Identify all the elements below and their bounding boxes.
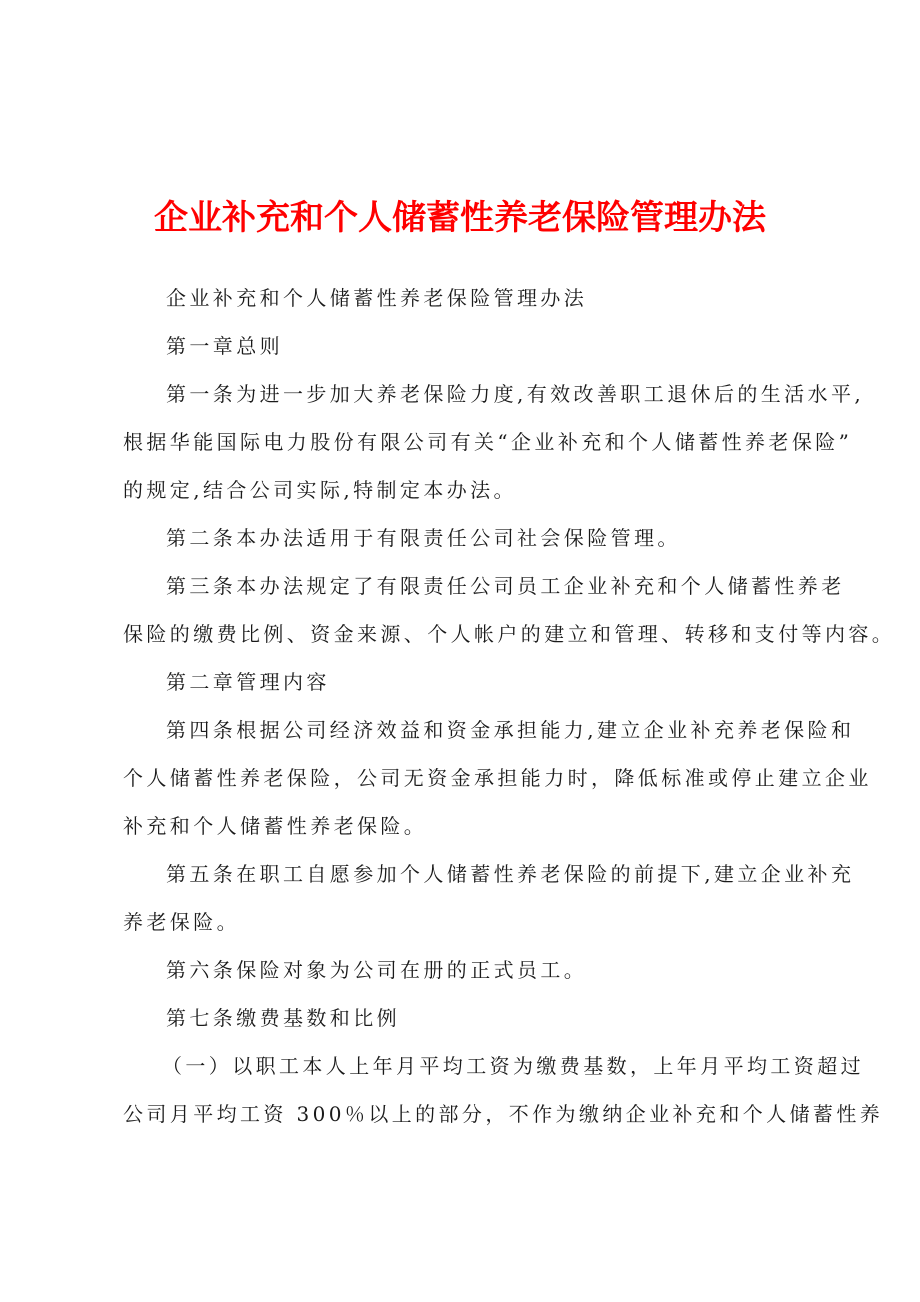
paragraph-line: 养老保险。 bbox=[123, 910, 240, 934]
paragraph-line: （一）以职工本人上年月平均工资为缴费基数，上年月平均工资超过 bbox=[162, 1054, 864, 1078]
paragraph-line: 第五条在职工自愿参加个人储蓄性养老保险的前提下,建立企业补充 bbox=[166, 862, 855, 886]
paragraph-line: 第二条本办法适用于有限责任公司社会保险管理。 bbox=[166, 526, 681, 550]
paragraph-line: 第一条为进一步加大养老保险力度,有效改善职工退休后的生活水平, bbox=[166, 382, 865, 406]
paragraph-line: 第三条本办法规定了有限责任公司员工企业补充和个人储蓄性养老 bbox=[166, 574, 845, 598]
paragraph-line: 第四条根据公司经济效益和资金承担能力,建立企业补充养老保险和 bbox=[166, 718, 855, 742]
document-title: 企业补充和个人储蓄性养老保险管理办法 bbox=[154, 198, 766, 238]
paragraph-line: 补充和个人储蓄性养老保险。 bbox=[123, 814, 428, 838]
chapter-heading: 第一章总则 bbox=[166, 334, 283, 358]
paragraph-line: 第七条缴费基数和比例 bbox=[166, 1006, 400, 1030]
paragraph-line: 根据华能国际电力股份有限公司有关“企业补充和个人储蓄性养老保险” bbox=[123, 430, 853, 454]
chapter-heading: 第二章管理内容 bbox=[166, 670, 330, 694]
subtitle-line: 企业补充和个人储蓄性养老保险管理办法 bbox=[166, 286, 588, 310]
paragraph-line: 保险的缴费比例、资金来源、个人帐户的建立和管理、转移和支付等内容。 bbox=[123, 622, 896, 646]
paragraph-line: 个人储蓄性养老保险，公司无资金承担能力时，降低标准或停止建立企业 bbox=[123, 766, 872, 790]
paragraph-line: 的规定,结合公司实际,特制定本办法。 bbox=[123, 478, 517, 502]
paragraph-line: 第六条保险对象为公司在册的正式员工。 bbox=[166, 958, 588, 982]
paragraph-line: 公司月平均工资 300％以上的部分，不作为缴纳企业补充和个人储蓄性养 bbox=[123, 1102, 884, 1126]
